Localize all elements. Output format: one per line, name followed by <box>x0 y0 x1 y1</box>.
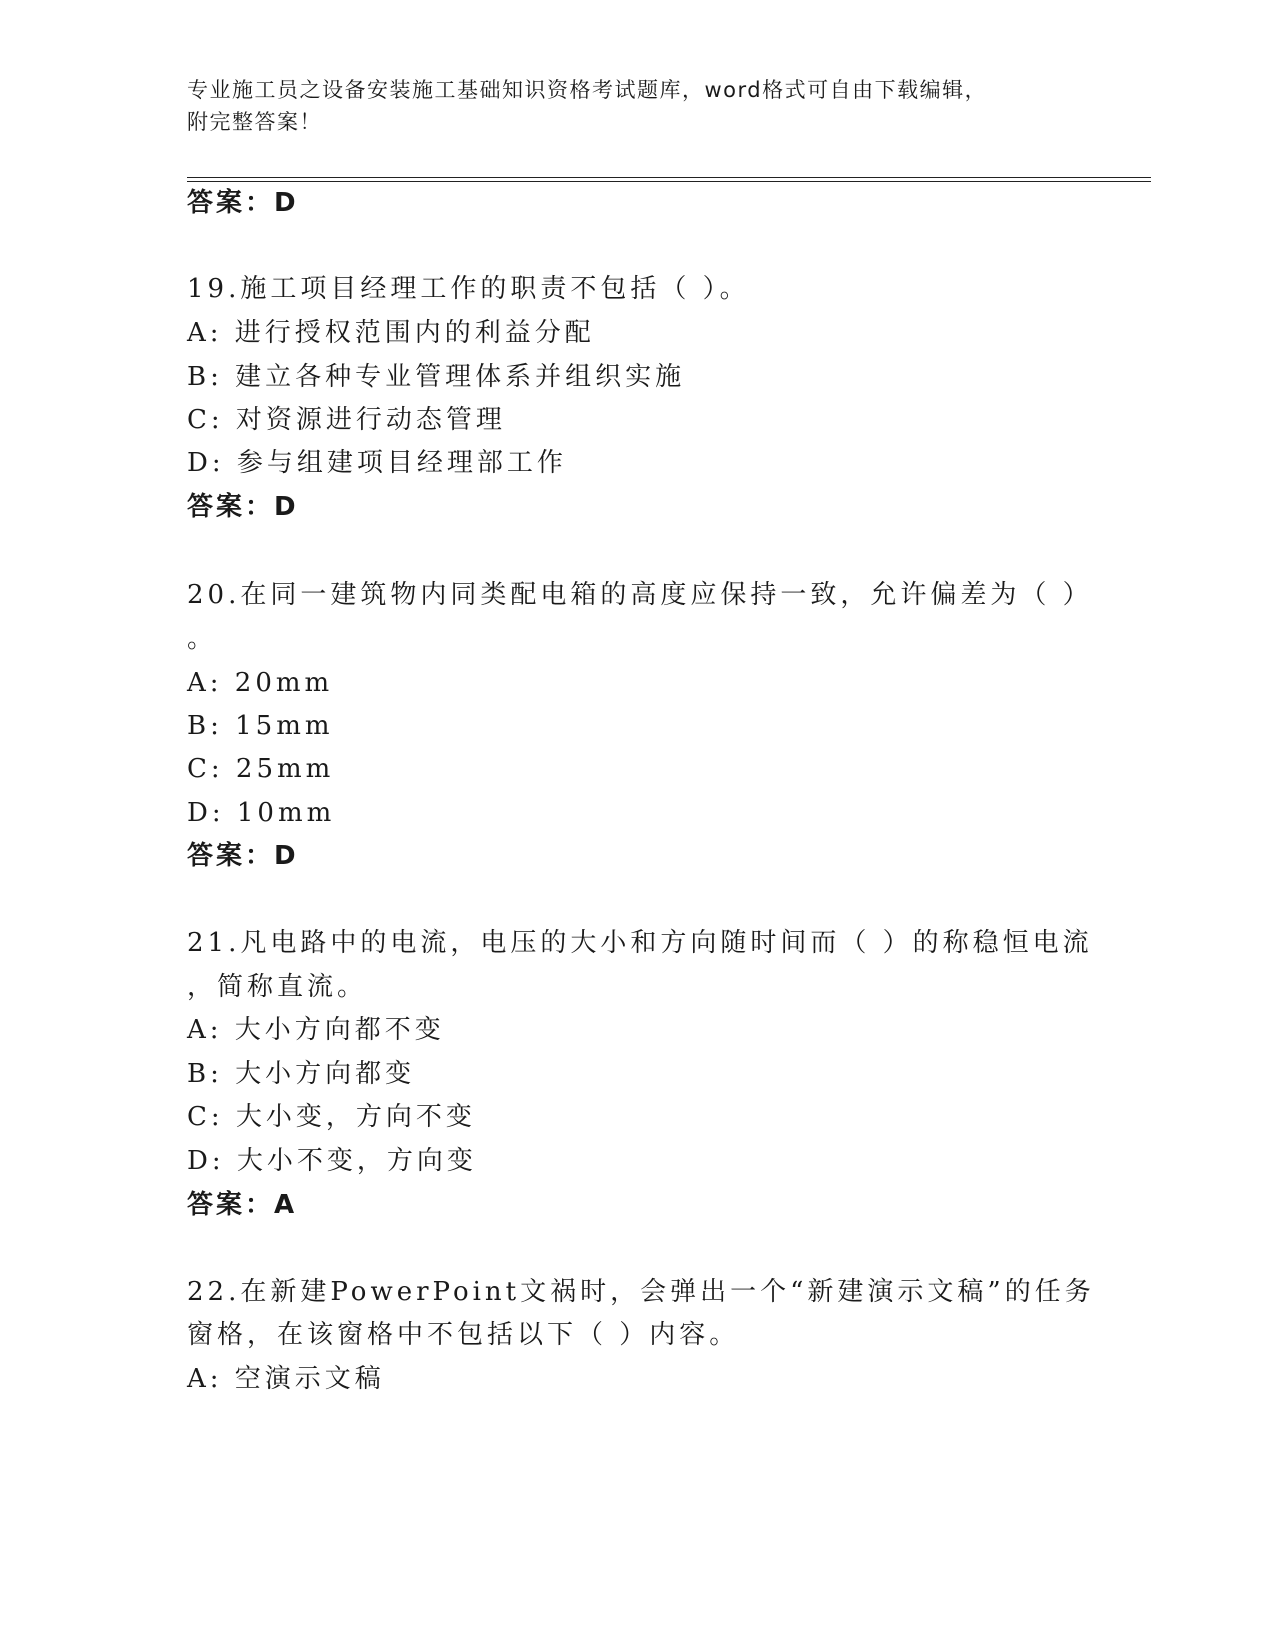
question-20-option-a: A: 20mm <box>187 668 334 698</box>
document-header <box>187 74 1067 138</box>
question-22-option-a: A: 空演示文稿 <box>187 1364 385 1394</box>
question-22-text: 22.在新建PowerPoint文祸时，会弹出一个“新建演示文稿”的任务 <box>187 1277 1095 1307</box>
question-19-option-c: C: 对资源进行动态管理 <box>187 405 506 435</box>
header-line-2: 附完整答案！ <box>187 110 322 134</box>
question-21-option-b: B: 大小方向都变 <box>187 1059 416 1089</box>
question-20-text-cont: 。 <box>187 624 218 654</box>
question-19-answer: 答案：D <box>187 492 299 522</box>
question-21-option-c: C: 大小变，方向不变 <box>187 1102 476 1132</box>
header-divider <box>187 177 1151 182</box>
question-22-text-cont: 窗格，在该窗格中不包括以下（ ）内容。 <box>187 1320 740 1350</box>
question-21-option-d: D: 大小不变，方向变 <box>187 1146 477 1176</box>
question-20-answer: 答案：D <box>187 841 299 871</box>
question-20-option-c: C: 25mm <box>187 754 335 784</box>
question-20-option-d: D: 10mm <box>187 798 336 828</box>
question-19-option-d: D: 参与组建项目经理部工作 <box>187 448 567 478</box>
question-19-text: 19.施工项目经理工作的职责不包括（ ）。 <box>187 274 750 304</box>
question-20-text: 20.在同一建筑物内同类配电箱的高度应保持一致，允许偏差为（ ） <box>187 580 1093 610</box>
question-19-option-b: B: 建立各种专业管理体系并组织实施 <box>187 362 686 392</box>
previous-answer: 答案：D <box>187 188 299 218</box>
header-line-1: 专业施工员之设备安装施工基础知识资格考试题库，word格式可自由下载编辑， <box>187 78 988 102</box>
question-21-answer: 答案：A <box>187 1190 298 1220</box>
question-20-option-b: B: 15mm <box>187 711 334 741</box>
question-21-text-cont: ，简称直流。 <box>187 972 368 1002</box>
question-21-option-a: A: 大小方向都不变 <box>187 1015 445 1045</box>
question-21-text: 21.凡电路中的电流，电压的大小和方向随时间而（ ）的称稳恒电流 <box>187 928 1093 958</box>
question-19-option-a: A: 进行授权范围内的利益分配 <box>187 318 595 348</box>
